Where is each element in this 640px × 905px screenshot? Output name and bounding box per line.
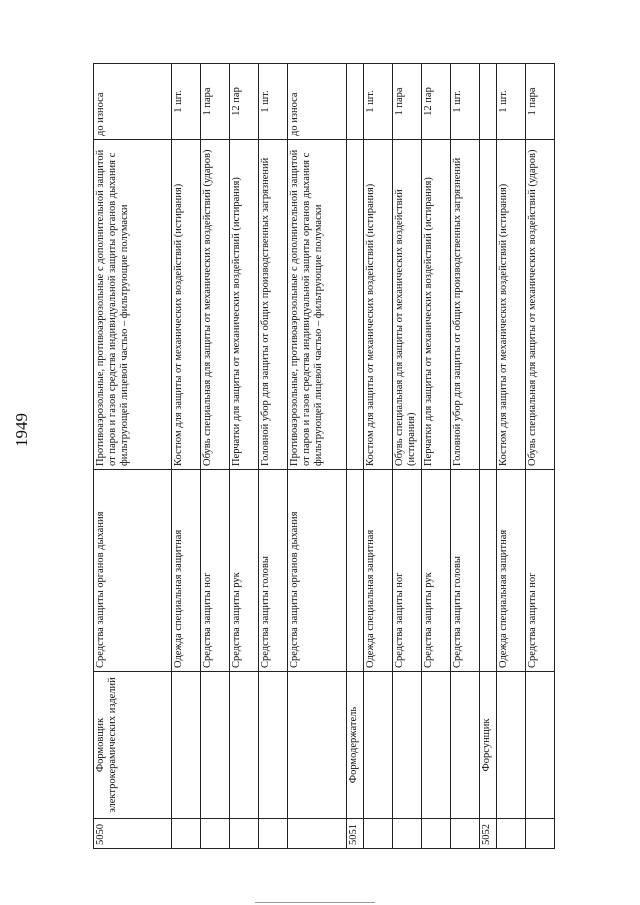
table-row [363,64,392,849]
ppe-type-cell [347,470,364,672]
ppe-item-cell: Обувь специальная для защиты от механических воздействий (истирания) [392,140,421,470]
ppe-type-cell: Средства защиты головы [259,470,288,672]
rotated-table-container [93,64,555,849]
profession-cell: Формовщик электрокерамических изделий [94,672,172,819]
ppe-item-cell [347,140,364,470]
norm-cell: до износа [94,64,172,140]
ppe-item-cell: Головной убор для защиты от общих производственных загрязнений [259,140,288,470]
norm-cell: 1 пара [525,64,554,140]
ppe-item-cell: Костюм для защиты от механических воздействий (истирания) [496,140,525,470]
profession-cell: Форсунщик [480,672,497,819]
ppe-type-cell [480,470,497,672]
profession-cell [259,672,288,819]
ppe-item-cell: Перчатки для защиты от механических воздействий (истирания) [229,140,258,470]
norm-cell: до износа [288,64,347,140]
table-row [480,64,497,849]
norm-cell [480,64,497,140]
profession-cell [392,672,421,819]
ppe-type-cell: Средства защиты органов дыхания [94,470,172,672]
code-cell: 5050 [94,819,172,849]
ppe-item-cell: Костюм для защиты от механических воздействий (истирания) [363,140,392,470]
profession-cell [363,672,392,819]
table-row [496,64,525,849]
profession-cell [171,672,200,819]
profession-cell [525,672,554,819]
table-row [422,64,451,849]
profession-cell: Формодержатель [347,672,364,819]
norm-cell: 12 пар [229,64,258,140]
table-row [525,64,554,849]
bottom-divider [255,902,375,903]
norm-cell: 1 пара [200,64,229,140]
code-cell [496,819,525,849]
ppe-type-cell: Средства защиты рук [229,470,258,672]
norm-cell: 1 шт. [363,64,392,140]
norm-cell: 1 пара [392,64,421,140]
norm-cell: 1 шт. [259,64,288,140]
code-cell [259,819,288,849]
ppe-type-cell: Средства защиты рук [422,470,451,672]
code-cell [525,819,554,849]
table-row [94,64,172,849]
ppe-item-cell: Головной убор для защиты от общих производственных загрязнений [451,140,480,470]
ppe-type-cell: Одежда специальная защитная [171,470,200,672]
table-row [451,64,480,849]
code-cell [392,819,421,849]
norm-cell: 1 шт. [451,64,480,140]
ppe-item-cell [480,140,497,470]
table-row [347,64,364,849]
ppe-item-cell: Противоаэрозольные, противоаэрозольные с дополнительной защитой от паров и газов средства индивидуальной защиты органов дыхания с фильтрующей лицевой частью – фильтрующие полумаски [288,140,347,470]
norm-cell: 1 шт. [171,64,200,140]
code-cell [200,819,229,849]
ppe-item-cell: Противоаэрозольные, противоаэрозольные с дополнительной защитой от паров и газов средства индивидуальной защиты органов дыхания с фильтрующей лицевой частью – фильтрующие полумаски [94,140,172,470]
table-row [259,64,288,849]
ppe-type-cell: Средства защиты ног [525,470,554,672]
code-cell [229,819,258,849]
table-row [171,64,200,849]
profession-cell [422,672,451,819]
profession-cell [288,672,347,819]
norm-cell: 1 шт. [496,64,525,140]
code-cell [171,819,200,849]
ppe-type-cell: Одежда специальная защитная [496,470,525,672]
table-row [288,64,347,849]
ppe-item-cell: Обувь специальная для защиты от механических воздействий (ударов) [525,140,554,470]
profession-cell [200,672,229,819]
ppe-norms-table [93,63,555,849]
profession-cell [496,672,525,819]
profession-cell [451,672,480,819]
ppe-item-cell: Костюм для защиты от механических воздействий (истирания) [171,140,200,470]
code-cell [451,819,480,849]
ppe-type-cell: Одежда специальная защитная [363,470,392,672]
ppe-item-cell: Перчатки для защиты от механических воздействий (истирания) [422,140,451,470]
page-number: 1949 [12,413,31,447]
ppe-type-cell: Средства защиты органов дыхания [288,470,347,672]
code-cell: 5052 [480,819,497,849]
code-cell [288,819,347,849]
code-cell [422,819,451,849]
ppe-type-cell: Средства защиты ног [392,470,421,672]
profession-cell [229,672,258,819]
table-row [200,64,229,849]
norm-cell [347,64,364,140]
norm-cell: 12 пар [422,64,451,140]
ppe-item-cell: Обувь специальная для защиты от механических воздействий (ударов) [200,140,229,470]
ppe-type-cell: Средства защиты ног [200,470,229,672]
ppe-type-cell: Средства защиты головы [451,470,480,672]
table-row [392,64,421,849]
code-cell [363,819,392,849]
code-cell: 5051 [347,819,364,849]
table-row [229,64,258,849]
